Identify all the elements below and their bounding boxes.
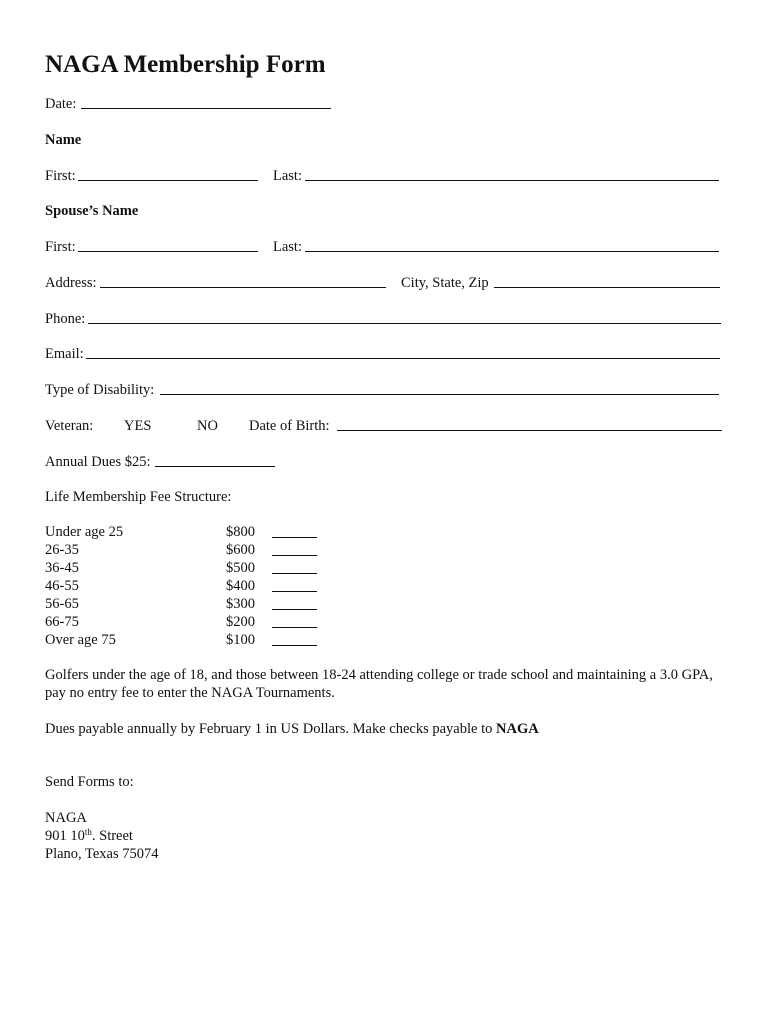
first-name-field[interactable] [78, 180, 258, 181]
email-field[interactable] [86, 358, 720, 359]
fee-blank[interactable] [272, 573, 317, 574]
first-name-label: First: [45, 168, 76, 184]
last-name-field[interactable] [305, 180, 719, 181]
mailing-name: NAGA [45, 810, 87, 826]
dob-field[interactable] [337, 430, 722, 431]
date-field[interactable] [81, 108, 331, 109]
fee-age: Under age 25 [45, 524, 124, 540]
fee-amount: $200 [226, 614, 255, 630]
fee-age: 56-65 [45, 596, 79, 612]
golfers-note: Golfers under the age of 18, and those between 18-24 attending college or trade school and maintaining a 3.0 GPA, pay no entry fee to enter the NAGA Tournaments. [45, 667, 713, 701]
street-number: 901 10 [45, 828, 85, 844]
date-label: Date: [45, 96, 77, 112]
city-state-zip-field[interactable] [494, 287, 720, 288]
spouse-first-label: First: [45, 239, 76, 255]
dues-note [45, 722, 539, 737]
spouse-last-label: Last: [273, 239, 302, 255]
fee-blank[interactable] [272, 555, 317, 556]
annual-dues-label: Annual Dues $25: [45, 454, 151, 470]
fee-amount: $400 [226, 578, 255, 594]
phone-field[interactable] [88, 323, 721, 324]
spouse-first-field[interactable] [78, 251, 258, 252]
fee-age: Over age 75 [45, 632, 116, 648]
fee-amount: $300 [226, 596, 255, 612]
fee-age: 46-55 [45, 578, 79, 594]
disability-field[interactable] [160, 394, 719, 395]
veteran-no-option[interactable]: NO [197, 418, 218, 434]
dues-payee: NAGA [496, 721, 539, 737]
spouse-heading: Spouse’s Name [45, 203, 139, 219]
fee-amount: $800 [226, 524, 255, 540]
street-suffix: th [84, 827, 92, 837]
disability-label: Type of Disability: [45, 382, 155, 398]
veteran-label: Veteran: [45, 418, 94, 434]
address-label: Address: [45, 275, 97, 291]
street-name: . Street [91, 828, 133, 844]
last-name-label: Last: [273, 168, 302, 184]
fee-blank[interactable] [272, 609, 317, 610]
fee-amount: $600 [226, 542, 255, 558]
fee-blank[interactable] [272, 591, 317, 592]
dues-note-text: Dues payable annually by February 1 in US Dollars. Make checks payable to [45, 721, 496, 737]
fee-blank[interactable] [272, 645, 317, 646]
page-title: NAGA Membership Form [45, 51, 326, 78]
veteran-yes-option[interactable]: YES [124, 418, 152, 434]
send-forms-label: Send Forms to: [45, 774, 134, 790]
mailing-street [45, 829, 133, 844]
fee-amount: $500 [226, 560, 255, 576]
dob-label: Date of Birth: [249, 418, 330, 434]
city-state-zip-label: City, State, Zip [401, 275, 489, 291]
fee-blank[interactable] [272, 537, 317, 538]
fee-amount: $100 [226, 632, 255, 648]
fee-age: 26-35 [45, 542, 79, 558]
email-label: Email: [45, 346, 84, 362]
life-membership-heading: Life Membership Fee Structure: [45, 489, 232, 505]
annual-dues-field[interactable] [155, 466, 275, 467]
phone-label: Phone: [45, 311, 86, 327]
address-field[interactable] [100, 287, 386, 288]
fee-age: 36-45 [45, 560, 79, 576]
spouse-last-field[interactable] [305, 251, 719, 252]
name-heading: Name [45, 132, 82, 148]
fee-blank[interactable] [272, 627, 317, 628]
mailing-city: Plano, Texas 75074 [45, 846, 159, 862]
fee-age: 66-75 [45, 614, 79, 630]
